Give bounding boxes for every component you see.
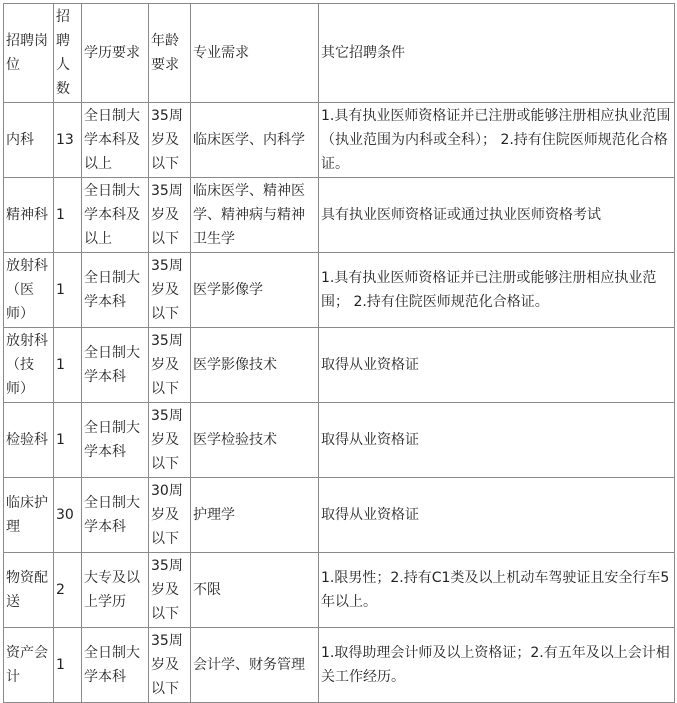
table-row	[4, 478, 675, 553]
cell-age: 35周岁及以下	[149, 628, 191, 703]
cell-age: 35周岁及以下	[149, 553, 191, 628]
cell-education: 大专及以上学历	[82, 553, 149, 628]
cell-position: 临床护理	[4, 478, 54, 553]
cell-count: 13	[54, 103, 82, 178]
cell-major: 会计学、财务管理	[191, 628, 319, 703]
header-education: 学历要求	[82, 4, 149, 103]
cell-position: 放射科（医师）	[4, 253, 54, 328]
cell-position: 物资配送	[4, 553, 54, 628]
cell-major: 医学检验技术	[191, 403, 319, 478]
cell-age: 35周岁及以下	[149, 253, 191, 328]
table-row	[4, 553, 675, 628]
cell-position: 资产会计	[4, 628, 54, 703]
cell-other: 1.具有执业医师资格证并已注册或能够注册相应执业范围（执业范围为内科或全科）； 2.持有住院医师规范化合格证。	[319, 103, 675, 178]
cell-other: 1.具有执业医师资格证并已注册或能够注册相应执业范围； 2.持有住院医师规范化合格证。	[319, 253, 675, 328]
header-age: 年龄要求	[149, 4, 191, 103]
cell-age: 35周岁及以下	[149, 178, 191, 253]
cell-education: 全日制大学本科	[82, 253, 149, 328]
table-row	[4, 628, 675, 703]
cell-age: 35周岁及以下	[149, 103, 191, 178]
cell-other: 取得从业资格证	[319, 328, 675, 403]
table-row	[4, 328, 675, 403]
cell-major: 临床医学、精神医学、精神病与精神卫生学	[191, 178, 319, 253]
cell-count: 1	[54, 328, 82, 403]
cell-education: 全日制大学本科及以上	[82, 103, 149, 178]
header-count: 招聘人数	[54, 4, 82, 103]
table-row	[4, 253, 675, 328]
cell-education: 全日制大学本科	[82, 328, 149, 403]
cell-count: 1	[54, 403, 82, 478]
cell-position: 精神科	[4, 178, 54, 253]
cell-education: 全日制大学本科	[82, 403, 149, 478]
header-major: 专业需求	[191, 4, 319, 103]
table-row	[4, 403, 675, 478]
cell-other: 取得从业资格证	[319, 403, 675, 478]
cell-age: 35周岁及以下	[149, 328, 191, 403]
cell-age: 35周岁及以下	[149, 403, 191, 478]
cell-major: 医学影像技术	[191, 328, 319, 403]
cell-other: 取得从业资格证	[319, 478, 675, 553]
cell-position: 内科	[4, 103, 54, 178]
cell-age: 30周岁及以下	[149, 478, 191, 553]
cell-education: 全日制大学本科	[82, 478, 149, 553]
cell-count: 30	[54, 478, 82, 553]
cell-major: 医学影像学	[191, 253, 319, 328]
cell-position: 放射科（技师）	[4, 328, 54, 403]
cell-other: 1.取得助理会计师及以上资格证；2.有五年及以上会计相关工作经历。	[319, 628, 675, 703]
table-row	[4, 103, 675, 178]
header-position: 招聘岗位	[4, 4, 54, 103]
header-other: 其它招聘条件	[319, 4, 675, 103]
cell-other: 具有执业医师资格证或通过执业医师资格考试	[319, 178, 675, 253]
cell-education: 全日制大学本科	[82, 628, 149, 703]
cell-other: 1.限男性；2.持有C1类及以上机动车驾驶证且安全行车5年以上。	[319, 553, 675, 628]
cell-position: 检验科	[4, 403, 54, 478]
cell-major: 护理学	[191, 478, 319, 553]
cell-count: 2	[54, 553, 82, 628]
cell-count: 1	[54, 628, 82, 703]
cell-count: 1	[54, 178, 82, 253]
table-row	[4, 178, 675, 253]
header-row	[4, 4, 675, 103]
recruitment-table	[3, 3, 675, 703]
cell-count: 1	[54, 253, 82, 328]
cell-major: 不限	[191, 553, 319, 628]
cell-education: 全日制大学本科及以上	[82, 178, 149, 253]
cell-major: 临床医学、内科学	[191, 103, 319, 178]
